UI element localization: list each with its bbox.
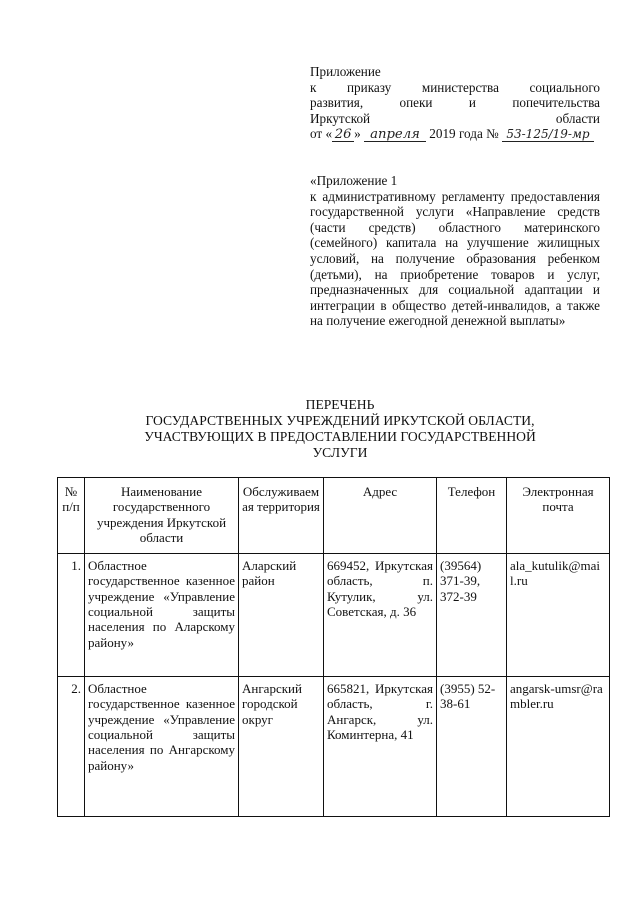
heading-line-4: УСЛУГИ [312, 445, 368, 460]
row-email: ala_kutulik@mail.ru [507, 554, 610, 677]
institutions-table [57, 477, 610, 817]
regulation-text: к административному регламенту предоставления государственной услуги «Направление средств (части средств) областного материнского (семейного) капитала на улучшение жилищных условий, на получение образования ребенком (детьми), на приобретение товаров и услуг, предназначенных для социальной адаптации и интеграции в общество детей-инвалидов, а также на получение ежегодной денежной выплаты» [310, 188, 600, 329]
regulation-title: «Приложение 1 [310, 173, 398, 188]
row-territory: Аларский район [239, 554, 324, 677]
row-num: 2. [58, 677, 85, 817]
appendix-title: Приложение [310, 64, 381, 79]
header-territory: Обслуживаемая территория [239, 478, 324, 554]
row-num: 1. [58, 554, 85, 677]
heading-line-1: ПЕРЕЧЕНЬ [305, 397, 375, 412]
table-row [58, 677, 610, 817]
document-heading [60, 397, 620, 461]
header-name: Наименование государственного учреждения Иркутской области [85, 478, 239, 554]
order-number: 53-125/19-мр [502, 128, 594, 142]
header-address: Адрес [324, 478, 437, 554]
table-row [58, 554, 610, 677]
row-name: Областное государственное казенное учреждение «Управление социальной защиты населения по Ангарскому району» [85, 677, 239, 817]
regulation-reference [310, 173, 600, 329]
row-phone: (39564) 371-39, 372-39 [437, 554, 507, 677]
appendix-line-2: развития, опеки и попечительства [310, 95, 600, 111]
row-territory: Ангарский городской округ [239, 677, 324, 817]
table-header-row [58, 478, 610, 554]
appendix-date-line: от « 26 » апреля 2019 года № 53-125/19-мр [310, 126, 600, 142]
row-address: 669452, Иркутская область, п. Кутулик, ул. Советская, д. 36 [324, 554, 437, 677]
row-email: angarsk-umsr@rambler.ru [507, 677, 610, 817]
header-phone: Телефон [437, 478, 507, 554]
date-month: апреля [364, 128, 426, 142]
appendix-line-1: к приказу министерства социального [310, 79, 600, 95]
appendix-header [310, 64, 600, 142]
row-name: Областное государственное казенное учреждение «Управление социальной защиты населения по Аларскому району» [85, 554, 239, 677]
row-address: 665821, Иркутская область, г. Ангарск, ул. Коминтерна, 41 [324, 677, 437, 817]
heading-line-2: ГОСУДАРСТВЕННЫХ УЧРЕЖДЕНИЙ ИРКУТСКОЙ ОБЛАСТИ, [145, 413, 535, 428]
heading-line-3: УЧАСТВУЮЩИХ В ПРЕДОСТАВЛЕНИИ ГОСУДАРСТВЕННОЙ [144, 429, 536, 444]
appendix-line-3: Иркутской области [310, 110, 600, 126]
date-day: 26 [332, 128, 354, 142]
header-email: Электронная почта [507, 478, 610, 554]
row-phone: (3955) 52-38-61 [437, 677, 507, 817]
header-num: № п/п [58, 478, 85, 554]
